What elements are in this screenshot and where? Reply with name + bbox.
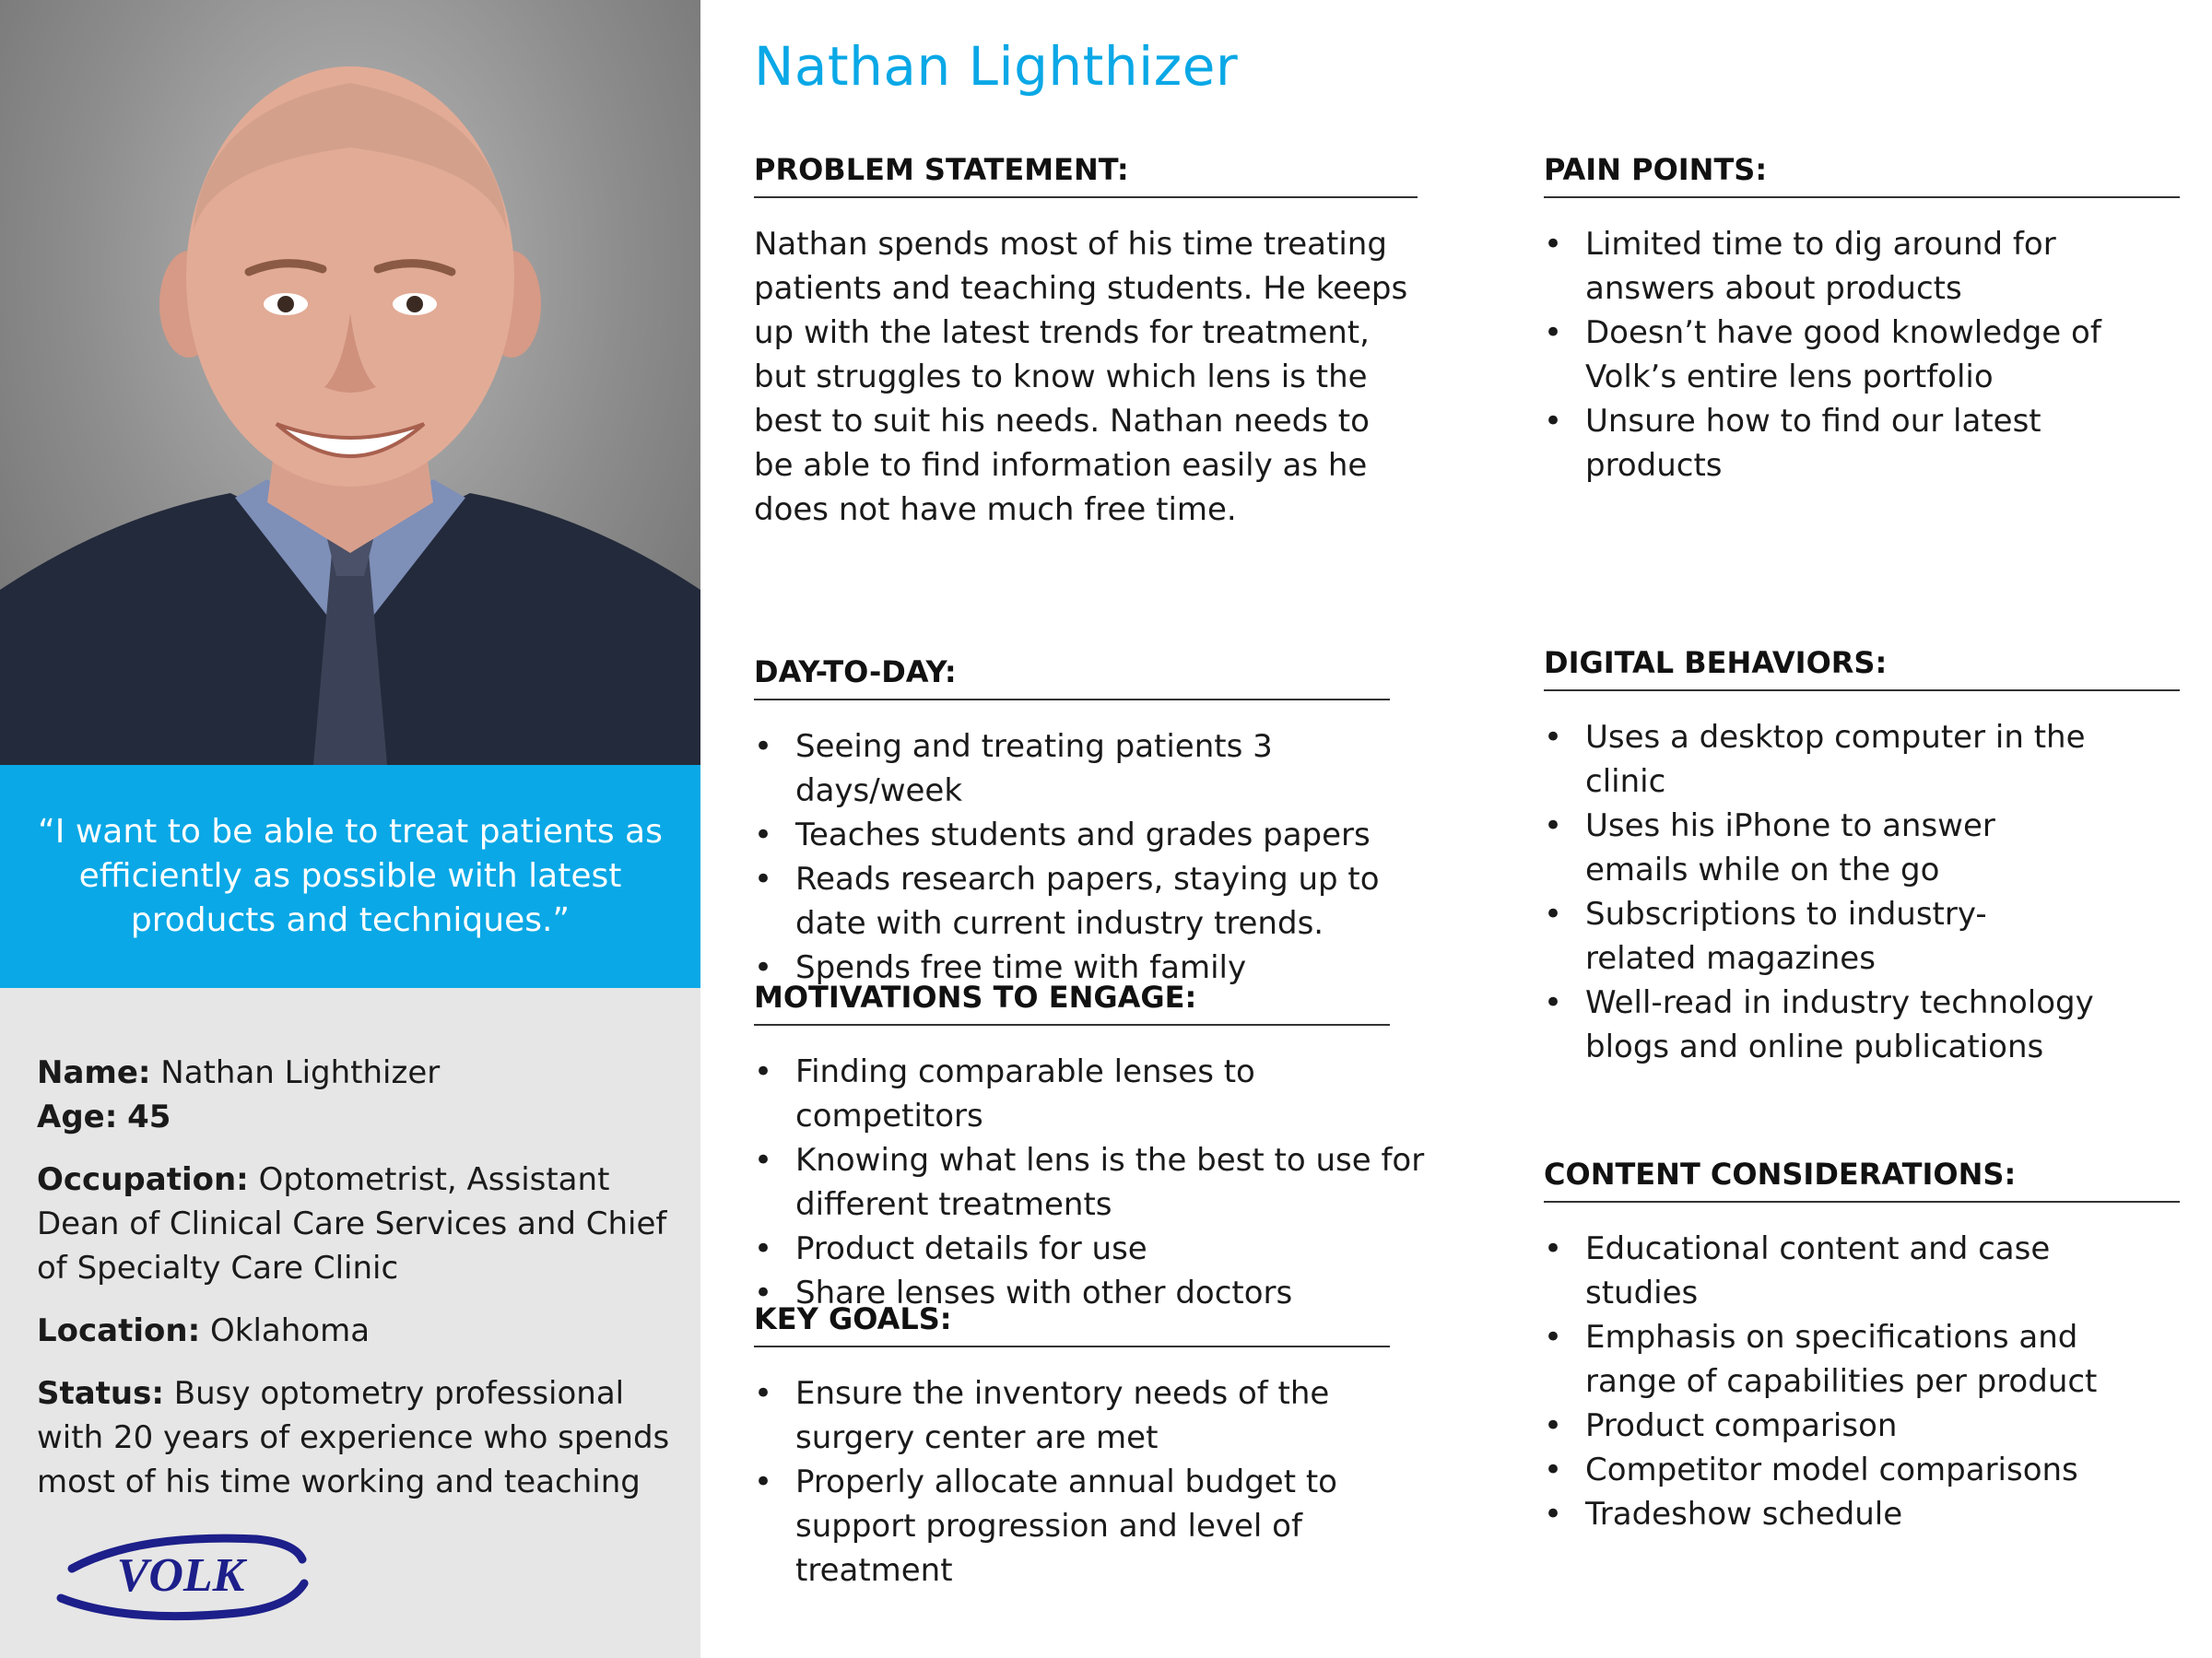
persona-quote: “I want to be able to treat patients as efficiently as possible with latest products and techniques.” — [38, 813, 663, 939]
list-item: • Tradeshow schedule — [1544, 1492, 2115, 1536]
list-item: • Unsure how to find our latest products — [1544, 399, 2115, 488]
profile-details — [37, 1051, 682, 1523]
volk-logo — [53, 1530, 310, 1622]
profile-location — [37, 1309, 682, 1353]
list-item: • Uses a desktop computer in the clinic — [1544, 715, 2097, 804]
location-value: Oklahoma — [210, 1312, 371, 1349]
profile-occupation — [37, 1158, 682, 1290]
problem-statement-heading: PROBLEM STATEMENT: — [754, 152, 1418, 198]
occupation-value: Optometrist, Assistant Dean of Clinical Care Services and Chief of Specialty Care Clinic — [37, 1161, 667, 1287]
occupation-label: Occupation: — [37, 1161, 249, 1198]
pain-points-heading: PAIN POINTS: — [1544, 152, 2180, 198]
content-considerations-heading: CONTENT CONSIDERATIONS: — [1544, 1157, 2180, 1203]
day-to-day-list — [754, 724, 1427, 990]
persona-photo — [0, 0, 700, 765]
list-item: • Spends free time with family — [754, 946, 1427, 990]
content-considerations-section — [1544, 1157, 2180, 1536]
list-item: • Teaches students and grades papers — [754, 813, 1427, 857]
age-value: 45 — [127, 1099, 171, 1135]
status-value: Busy optometry professional with 20 years of experience who spends most of his time working and teaching — [37, 1375, 670, 1500]
list-item: • Finding comparable lenses to competitors — [754, 1050, 1427, 1138]
list-item: • Subscriptions to industry-related magazines — [1544, 892, 2097, 981]
list-item: • Product comparison — [1544, 1404, 2115, 1448]
problem-statement-text: Nathan spends most of his time treating patients and teaching students. He keeps up with the latest trends for treatment, but struggles to know which lens is the best to suit his needs. Nathan needs to be able to find information easily as he does not have much free time. — [754, 226, 1408, 528]
list-item: • Seeing and treating patients 3 days/week — [754, 724, 1427, 813]
key-goals-list — [754, 1371, 1427, 1593]
profile-sidebar — [0, 0, 700, 1658]
day-to-day-heading: DAY-TO-DAY: — [754, 654, 1390, 700]
profile-name — [37, 1051, 682, 1095]
key-goals-section — [754, 1301, 1390, 1593]
day-to-day-section — [754, 654, 1390, 990]
logo-text: VOLK — [116, 1549, 245, 1602]
persona-title: Nathan Lighthizer — [754, 35, 1239, 98]
list-item: • Share lenses with other doctors — [754, 1271, 1427, 1315]
name-label: Name: — [37, 1054, 151, 1091]
list-item: • Emphasis on specifications and range of capabilities per product — [1544, 1315, 2115, 1404]
key-goals-heading: KEY GOALS: — [754, 1301, 1390, 1347]
list-item: • Ensure the inventory needs of the surgery center are met — [754, 1371, 1427, 1460]
motivations-list — [754, 1050, 1427, 1315]
list-item: • Reads research papers, staying up to date with current industry trends. — [754, 857, 1427, 946]
list-item: • Product details for use — [754, 1227, 1427, 1271]
list-item: • Limited time to dig around for answers about products — [1544, 222, 2115, 311]
digital-behaviors-heading: DIGITAL BEHAVIORS: — [1544, 645, 2180, 691]
persona-quote-box — [0, 765, 700, 988]
list-item: • Educational content and case studies — [1544, 1227, 2115, 1315]
motivations-heading: MOTIVATIONS TO ENGAGE: — [754, 980, 1390, 1026]
motivations-section — [754, 980, 1425, 1315]
name-value: Nathan Lighthizer — [160, 1054, 441, 1091]
portrait-illustration — [0, 0, 700, 765]
age-label: Age: — [37, 1099, 118, 1135]
list-item: • Doesn’t have good knowledge of Volk’s entire lens portfolio — [1544, 311, 2115, 399]
content-considerations-list — [1544, 1227, 2115, 1536]
problem-statement-section — [754, 152, 1418, 532]
location-label: Location: — [37, 1312, 201, 1349]
list-item: • Properly allocate annual budget to support progression and level of treatment — [754, 1460, 1427, 1593]
status-label: Status: — [37, 1375, 164, 1412]
list-item: • Uses his iPhone to answer emails while on the go — [1544, 804, 2097, 892]
digital-behaviors-list — [1544, 715, 2097, 1069]
list-item: • Well-read in industry technology blogs and online publications — [1544, 981, 2097, 1069]
pain-points-section — [1544, 152, 2180, 488]
digital-behaviors-section — [1544, 645, 2180, 1069]
list-item: • Knowing what lens is the best to use for different treatments — [754, 1138, 1427, 1227]
pain-points-list — [1544, 222, 2115, 488]
profile-status — [37, 1371, 682, 1504]
profile-age — [37, 1095, 682, 1139]
list-item: • Competitor model comparisons — [1544, 1448, 2115, 1492]
